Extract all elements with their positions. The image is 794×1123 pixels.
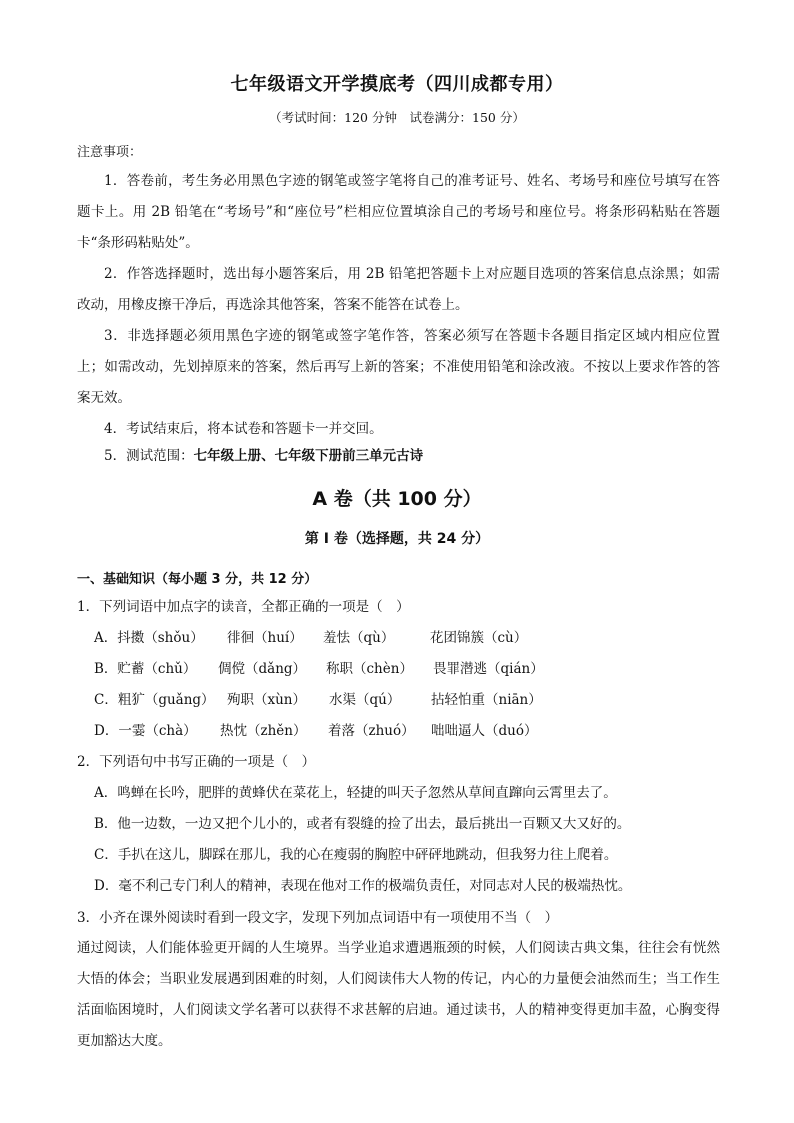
question-3-stem: 3．小齐在课外阅读时看到一段文字，发现下列加点词语中有一项使用不当（ ） [77, 910, 559, 926]
q1-b-word-1: B．贮蓄（chǔ） [94, 661, 197, 677]
q1-a-word-2: 徘徊（huí） [227, 630, 303, 646]
note-4: 4．考试结束后，将本试卷和答题卡一并交回。 [104, 421, 383, 437]
part-1-heading: 一、基础知识（每小题 3 分，共 12 分） [77, 572, 318, 587]
q1-a-word-4: 花团锦簇（cù） [430, 630, 528, 646]
note-1: 1．答卷前，考生务必用黑色字迹的钢笔或签字笔将自己的准考证号、姓名、考场号和座位号填写在答题卡上。用 2B 铅笔在“考场号”和“座位号”栏相应位置填涂自己的考场号和座位号。将条形码粘贴在答题卡“条形码粘贴处”。 [77, 173, 720, 251]
note-3: 3．非选择题必须用黑色字迹的钢笔或签字笔作答，答案必须写在答题卡各题目指定区域内相应位置上；如需改动，先划掉原来的答案，然后再写上新的答案；不准使用铅笔和涂改液。不按以上要求作答的答案无效。 [77, 328, 720, 406]
q1-a-word-1: A．抖擞（shǒu） [94, 630, 204, 646]
note-5: 5．测试范围：七年级上册、七年级下册前三单元古诗 [104, 448, 424, 464]
notes-heading: 注意事项： [77, 145, 143, 160]
q1-c-word-2: 殉职（xùn） [227, 692, 307, 708]
q1-d-word-4: 咄咄逼人（duó） [431, 723, 538, 739]
q1-c-word-1: C．粗犷（guǎng） [94, 692, 215, 708]
q1-d-word-3: 着落（zhuó） [328, 723, 415, 739]
q1-a-word-3: 羞怯（qù） [323, 630, 395, 646]
question-2-stem: 2．下列语句中书写正确的一项是（ ） [77, 754, 316, 770]
q1-d-word-1: D．一霎（chà） [94, 723, 197, 739]
question-1-stem: 1．下列词语中加点字的读音，全都正确的一项是（ ） [77, 599, 410, 615]
section-1-heading: 第 I 卷（选择题，共 24 分） [304, 531, 490, 547]
q1-c-word-4: 拈轻怕重（niān） [431, 692, 542, 708]
q2-option-c: C．手扒在这儿，脚踩在那儿，我的心在瘦弱的胸腔中砰砰地跳动，但我努力往上爬着。 [94, 847, 618, 863]
section-a-heading: A 卷（共 100 分） [312, 488, 482, 510]
q1-b-word-2: 倜傥（dǎng） [218, 661, 307, 677]
note-2: 2．作答选择题时，选出每小题答案后，用 2B 铅笔把答题卡上对应题目选项的答案信息点涂黑；如需改动，用橡皮擦干净后，再选涂其他答案，答案不能答在试卷上。 [77, 266, 720, 313]
q1-b-word-4: 畏罪潜逃（qián） [433, 661, 544, 677]
q3-passage: 通过阅读，人们能体验更开阔的人生境界。当学业追求遭遇瓶颈的时候，人们阅读古典文集，往往会有恍然大悟的体会；当职业发展遇到困难的时刻，人们阅读伟大人物的传记，内心的力量便会油然而生；当工作生活面临困境时，人们阅读文学名著可以获得不求甚解的启迪。通过读书，人的精神变得更加丰盈，心胸变得更加豁达大度。 [77, 940, 720, 1049]
q1-d-word-2: 热忱（zhěn） [220, 723, 307, 739]
q1-c-word-3: 水渠（qú） [329, 692, 401, 708]
q2-option-a: A．鸣蝉在长吟，肥胖的黄蜂伏在菜花上，轻捷的叫天子忽然从草间直蹿向云霄里去了。 [94, 785, 617, 801]
q1-b-word-3: 称职（chèn） [326, 661, 413, 677]
q2-option-d: D．毫不利己专门利人的精神，表现在他对工作的极端负责任，对同志对人民的极端热忱。 [94, 878, 632, 894]
page-title: 七年级语文开学摸底考（四川成都专用） [230, 74, 564, 95]
exam-time-info: （考试时间：120 分钟 试卷满分：150 分） [269, 110, 525, 125]
test-scope: 七年级上册、七年级下册前三单元古诗 [193, 448, 424, 464]
q2-option-b: B．他一边数，一边又把个儿小的，或者有裂缝的捡了出去，最后挑出一百颗又大又好的。 [94, 816, 631, 832]
